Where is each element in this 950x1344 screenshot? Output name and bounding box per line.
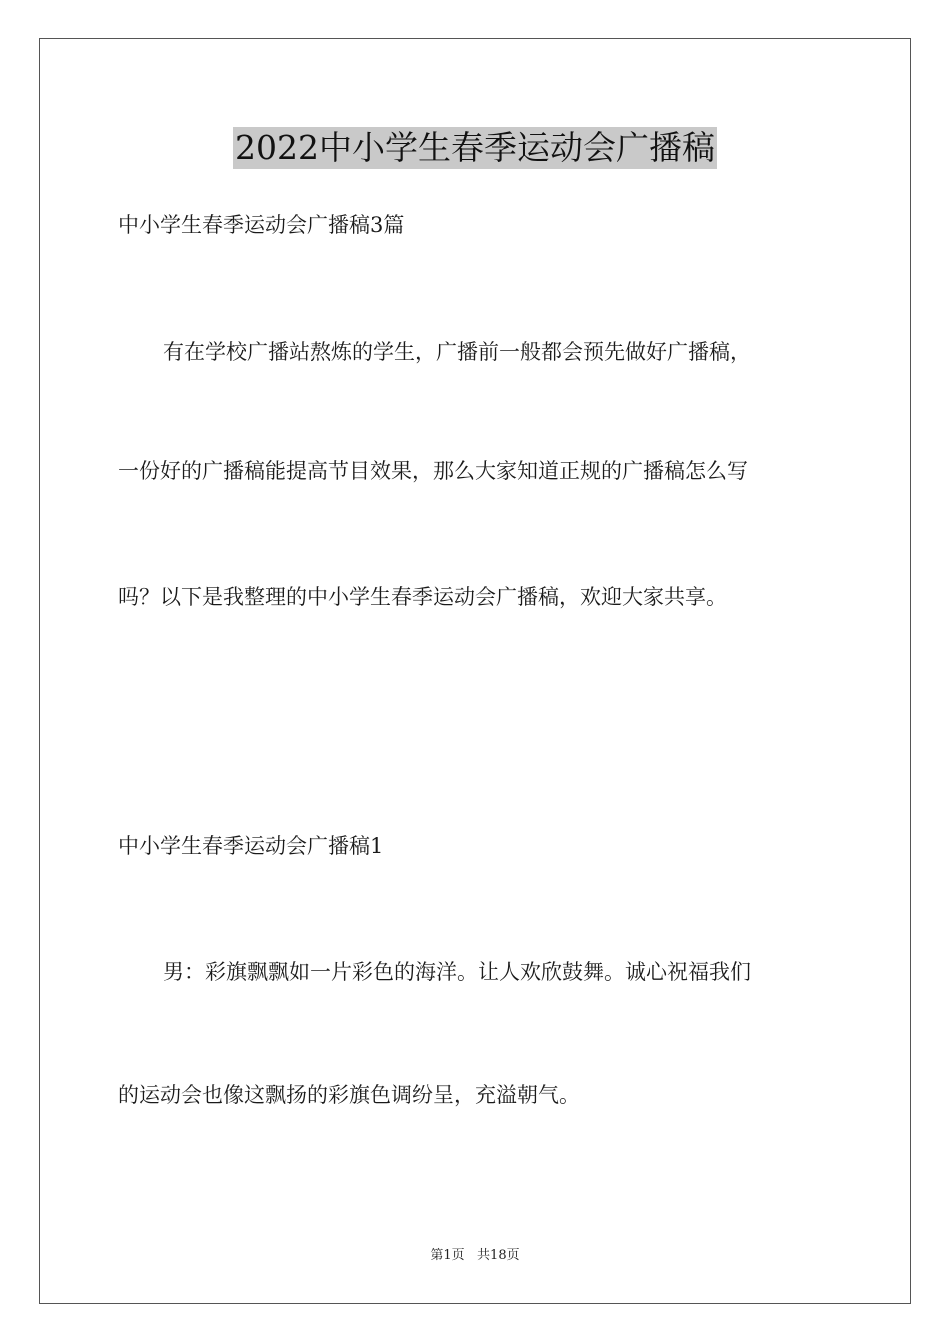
- document-title: 2022中小学生春季运动会广播稿: [235, 128, 715, 167]
- intro-line-2: 一份好的广播稿能提高节目效果，那么大家知道正规的广播稿怎么写: [118, 459, 748, 483]
- section-heading: 中小学生春季运动会广播稿1: [118, 834, 384, 858]
- intro-line-1: 有在学校广播站熬炼的学生，广播前一般都会预先做好广播稿，: [163, 340, 751, 364]
- intro-line-3: 吗？以下是我整理的中小学生春季运动会广播稿，欢迎大家共享。: [118, 585, 727, 609]
- page-footer: 第1页 共18页: [430, 1248, 520, 1263]
- title-container: [0, 127, 950, 169]
- section-line-1: 男：彩旗飘飘如一片彩色的海洋。让人欢欣鼓舞。诚心祝福我们: [163, 960, 751, 984]
- document-subtitle: 中小学生春季运动会广播稿3篇: [118, 213, 405, 237]
- section-line-2: 的运动会也像这飘扬的彩旗色调纷呈，充溢朝气。: [118, 1083, 580, 1107]
